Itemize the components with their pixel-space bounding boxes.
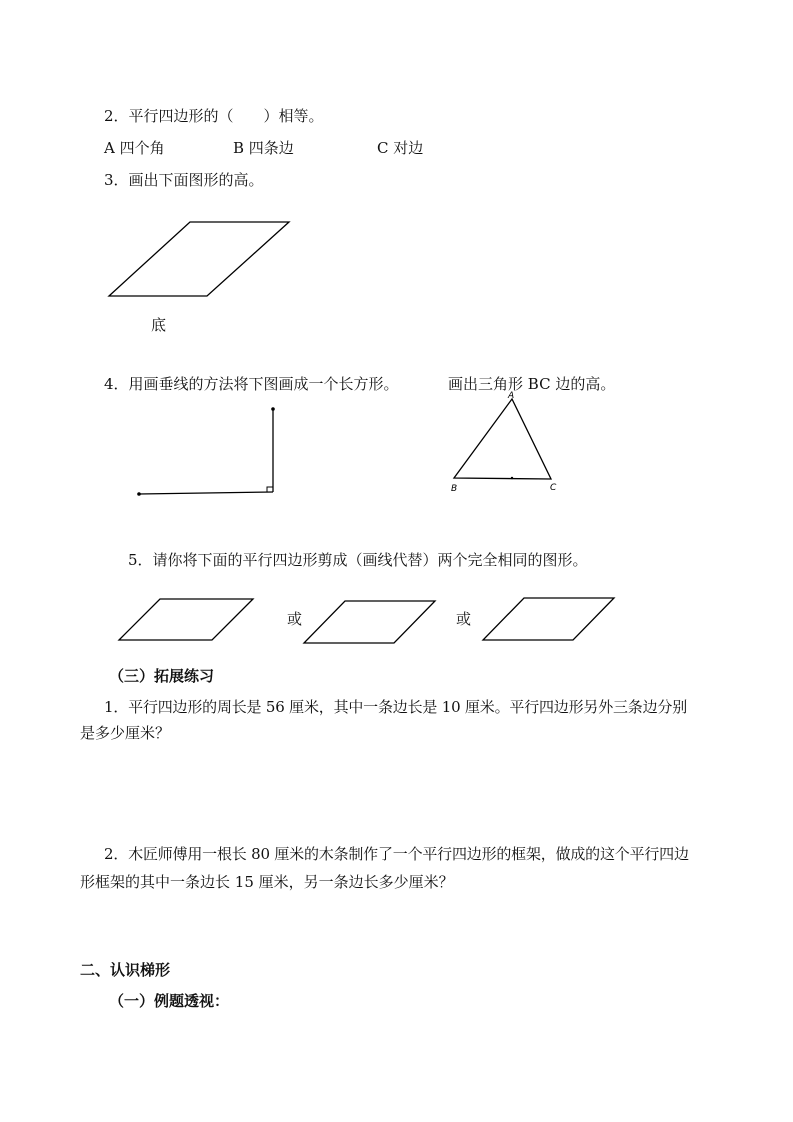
section2-title: 二、认识梯形 [80,961,171,979]
q5-or-1: 或 [287,610,303,628]
q3-base-label: 底 [151,316,167,334]
section3-p1-line1: 1．平行四边形的周长是 56 厘米，其中一条边长是 10 厘米。平行四边形另外三条边分别 [104,698,687,716]
q2-option-b: B 四条边 [233,139,294,157]
q3-stem: 3．画出下面图形的高。 [104,171,264,189]
section3-title: （三）拓展练习 [109,667,215,685]
section2-subtitle: （一）例题透视： [109,992,230,1010]
q2-stem: 2．平行四边形的（ ）相等。 [104,107,324,125]
section3-p2-line2: 形框架的其中一条边长 15 厘米，另一条边长多少厘米？ [80,873,454,891]
q5-parallelogram-2 [304,601,435,643]
q5-parallelogram-3 [483,598,614,640]
q4-stem: 4．用画垂线的方法将下图画成一个长方形。 [104,375,399,393]
q5-or-2: 或 [456,610,472,628]
vertex-c-label: C [550,483,557,493]
vertex-a-label: A [508,391,515,401]
q5-stem: 5．请你将下面的平行四边形剪成（画线代替）两个完全相同的图形。 [128,551,588,569]
q2-option-a: A 四个角 [104,139,165,157]
q4-stem-triangle: 画出三角形 BC 边的高。 [448,375,616,393]
vertex-b-label: B [451,484,458,494]
q5-parallelogram-1 [119,599,253,640]
q2-option-c: C 对边 [377,139,424,157]
section3-p1-line2: 是多少厘米？ [80,724,171,742]
section3-p2-line1: 2．木匠师傅用一根长 80 厘米的木条制作了一个平行四边形的框架，做成的这个平行四边 [104,845,689,863]
